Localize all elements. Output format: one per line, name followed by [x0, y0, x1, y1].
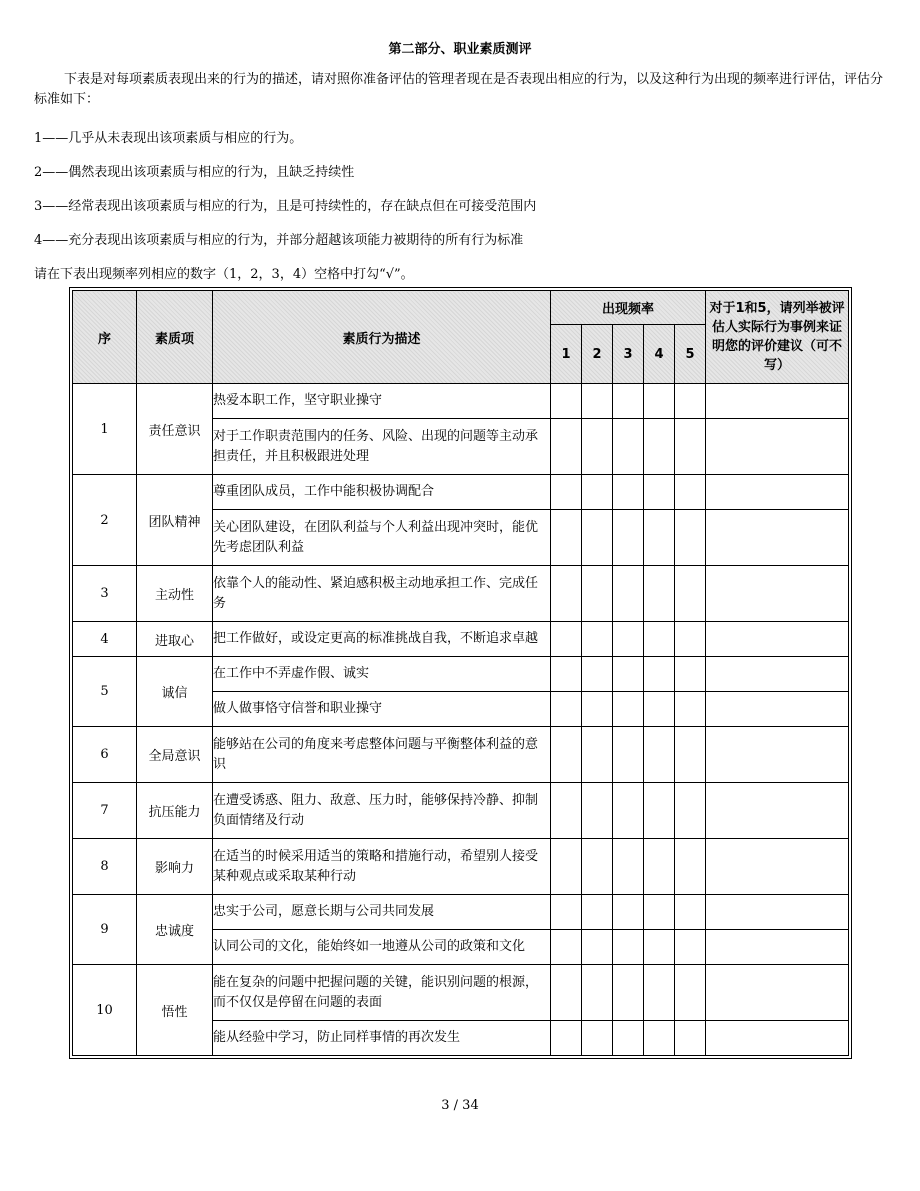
row-quality: 进取心: [137, 622, 213, 657]
frequency-check-cell-5[interactable]: [675, 692, 706, 727]
frequency-check-cell-5[interactable]: [675, 783, 706, 839]
frequency-check-cell-5[interactable]: [675, 384, 706, 419]
scale-item-1: 1——几乎从未表现出该项素质与相应的行为。: [34, 131, 303, 146]
frequency-check-cell-3[interactable]: [613, 657, 644, 692]
frequency-check-cell-2[interactable]: [582, 384, 613, 419]
frequency-check-cell-2[interactable]: [582, 839, 613, 895]
frequency-check-cell-2[interactable]: [582, 419, 613, 475]
frequency-check-cell-2[interactable]: [582, 692, 613, 727]
row-seq: 4: [73, 622, 137, 657]
frequency-check-cell-5[interactable]: [675, 475, 706, 510]
table-row: [73, 839, 849, 895]
behavior-description: 尊重团队成员，工作中能积极协调配合: [213, 475, 551, 510]
behavior-description: 热爱本职工作，坚守职业操守: [213, 384, 551, 419]
frequency-check-cell-3[interactable]: [613, 727, 644, 783]
evidence-note-cell[interactable]: [706, 622, 849, 657]
row-seq: 5: [73, 657, 137, 727]
evidence-note-cell[interactable]: [706, 657, 849, 692]
frequency-check-cell-5[interactable]: [675, 895, 706, 930]
table-row: [73, 657, 849, 692]
header-description: 素质行为描述: [213, 291, 551, 384]
row-quality: 诚信: [137, 657, 213, 727]
evidence-note-cell[interactable]: [706, 692, 849, 727]
row-quality: 悟性: [137, 965, 213, 1056]
behavior-description: 忠实于公司，愿意长期与公司共同发展: [213, 895, 551, 930]
frequency-check-cell-3[interactable]: [613, 384, 644, 419]
frequency-check-cell-2[interactable]: [582, 895, 613, 930]
table-row: [73, 965, 849, 1021]
frequency-check-cell-5[interactable]: [675, 839, 706, 895]
evidence-note-cell[interactable]: [706, 783, 849, 839]
evidence-note-cell[interactable]: [706, 419, 849, 475]
header-seq: 序: [73, 291, 137, 384]
row-quality: 抗压能力: [137, 783, 213, 839]
frequency-check-cell-1[interactable]: [551, 657, 582, 692]
frequency-check-cell-1[interactable]: [551, 419, 582, 475]
frequency-check-cell-2[interactable]: [582, 965, 613, 1021]
frequency-check-cell-3[interactable]: [613, 566, 644, 622]
frequency-check-cell-2[interactable]: [582, 510, 613, 566]
row-seq: 1: [73, 384, 137, 475]
behavior-description: 在遭受诱惑、阻力、敌意、压力时，能够保持冷静、抑制负面情绪及行动: [213, 783, 551, 839]
row-quality: 全局意识: [137, 727, 213, 783]
frequency-check-cell-4[interactable]: [644, 692, 675, 727]
frequency-check-cell-5[interactable]: [675, 510, 706, 566]
behavior-description: 做人做事恪守信誉和职业操守: [213, 692, 551, 727]
table-body: [73, 384, 849, 1056]
row-seq: 9: [73, 895, 137, 965]
frequency-check-cell-1[interactable]: [551, 839, 582, 895]
row-quality: 影响力: [137, 839, 213, 895]
frequency-check-cell-1[interactable]: [551, 965, 582, 1021]
frequency-check-cell-3[interactable]: [613, 622, 644, 657]
frequency-check-cell-2[interactable]: [582, 657, 613, 692]
frequency-check-cell-1[interactable]: [551, 566, 582, 622]
frequency-check-cell-2[interactable]: [582, 783, 613, 839]
frequency-check-cell-1[interactable]: [551, 384, 582, 419]
frequency-check-cell-3[interactable]: [613, 475, 644, 510]
frequency-check-cell-3[interactable]: [613, 510, 644, 566]
table-row: [73, 566, 849, 622]
row-seq: 7: [73, 783, 137, 839]
instruction-text: 请在下表出现频率列相应的数字（1，2，3，4）空格中打勾“√”。: [34, 267, 414, 282]
frequency-check-cell-1[interactable]: [551, 783, 582, 839]
frequency-check-cell-5[interactable]: [675, 965, 706, 1021]
frequency-check-cell-4[interactable]: [644, 419, 675, 475]
scale-item-3: 3——经常表现出该项素质与相应的行为，且是可持续性的，存在缺点但在可接受范围内: [34, 199, 537, 214]
frequency-check-cell-1[interactable]: [551, 727, 582, 783]
row-quality: 主动性: [137, 566, 213, 622]
frequency-check-cell-3[interactable]: [613, 895, 644, 930]
behavior-description: 在工作中不弄虚作假、诚实: [213, 657, 551, 692]
frequency-check-cell-3[interactable]: [613, 692, 644, 727]
frequency-check-cell-5[interactable]: [675, 566, 706, 622]
frequency-check-cell-1[interactable]: [551, 475, 582, 510]
evidence-note-cell[interactable]: [706, 839, 849, 895]
behavior-description: 对于工作职责范围内的任务、风险、出现的问题等主动承担责任，并且积极跟进处理: [213, 419, 551, 475]
header-frequency: 出现频率: [551, 291, 706, 325]
behavior-description: 能从经验中学习，防止同样事情的再次发生: [213, 1021, 551, 1056]
frequency-check-cell-4[interactable]: [644, 622, 675, 657]
frequency-check-cell-2[interactable]: [582, 475, 613, 510]
row-seq: 10: [73, 965, 137, 1056]
frequency-check-cell-1[interactable]: [551, 895, 582, 930]
row-quality: 责任意识: [137, 384, 213, 475]
table-row: [73, 384, 849, 419]
frequency-check-cell-5[interactable]: [675, 1021, 706, 1056]
table-row: [73, 783, 849, 839]
frequency-check-cell-4[interactable]: [644, 1021, 675, 1056]
frequency-check-cell-2[interactable]: [582, 1021, 613, 1056]
frequency-check-cell-1[interactable]: [551, 930, 582, 965]
frequency-check-cell-1[interactable]: [551, 510, 582, 566]
frequency-check-cell-3[interactable]: [613, 419, 644, 475]
evidence-note-cell[interactable]: [706, 1021, 849, 1056]
frequency-check-cell-4[interactable]: [644, 566, 675, 622]
header-freq-5: 5: [675, 325, 706, 384]
frequency-check-cell-4[interactable]: [644, 783, 675, 839]
behavior-description: 依靠个人的能动性、紧迫感积极主动地承担工作、完成任务: [213, 566, 551, 622]
behavior-description: 能在复杂的问题中把握问题的关键，能识别问题的根源，而不仅仅是停留在问题的表面: [213, 965, 551, 1021]
behavior-description: 能够站在公司的角度来考虑整体问题与平衡整体利益的意识: [213, 727, 551, 783]
frequency-check-cell-4[interactable]: [644, 510, 675, 566]
row-seq: 8: [73, 839, 137, 895]
frequency-check-cell-1[interactable]: [551, 692, 582, 727]
scale-item-4: 4——充分表现出该项素质与相应的行为，并部分超越该项能力被期待的所有行为标准: [34, 233, 524, 248]
header-freq-4: 4: [644, 325, 675, 384]
intro-paragraph: 下表是对每项素质表现出来的行为的描述，请对照你准备评估的管理者现在是否表现出相应的行为，以及这种行为出现的频率进行评估，评估分标准如下：: [34, 72, 884, 107]
behavior-description: 把工作做好，或设定更高的标准挑战自我，不断追求卓越: [213, 622, 551, 657]
behavior-description: 认同公司的文化，能始终如一地遵从公司的政策和文化: [213, 930, 551, 965]
assessment-table: [72, 290, 849, 1056]
frequency-check-cell-3[interactable]: [613, 965, 644, 1021]
evidence-note-cell[interactable]: [706, 727, 849, 783]
header-freq-2: 2: [582, 325, 613, 384]
frequency-check-cell-2[interactable]: [582, 622, 613, 657]
frequency-check-cell-4[interactable]: [644, 930, 675, 965]
behavior-description: 关心团队建设，在团队利益与个人利益出现冲突时，能优先考虑团队利益: [213, 510, 551, 566]
frequency-check-cell-5[interactable]: [675, 930, 706, 965]
row-seq: 2: [73, 475, 137, 566]
page-number: 3 / 34: [441, 1098, 479, 1113]
row-quality: 忠诚度: [137, 895, 213, 965]
frequency-check-cell-4[interactable]: [644, 475, 675, 510]
frequency-check-cell-3[interactable]: [613, 930, 644, 965]
evidence-note-cell[interactable]: [706, 965, 849, 1021]
frequency-check-cell-5[interactable]: [675, 727, 706, 783]
evidence-note-cell[interactable]: [706, 510, 849, 566]
evidence-note-cell[interactable]: [706, 895, 849, 930]
table-row: [73, 727, 849, 783]
row-seq: 3: [73, 566, 137, 622]
frequency-check-cell-3[interactable]: [613, 839, 644, 895]
frequency-check-cell-4[interactable]: [644, 965, 675, 1021]
evidence-note-cell[interactable]: [706, 930, 849, 965]
header-quality: 素质项: [137, 291, 213, 384]
frequency-check-cell-2[interactable]: [582, 930, 613, 965]
frequency-check-cell-4[interactable]: [644, 657, 675, 692]
row-quality: 团队精神: [137, 475, 213, 566]
table-row: [73, 622, 849, 657]
page-title: 第二部分、职业素质测评: [388, 42, 532, 57]
header-freq-1: 1: [551, 325, 582, 384]
table-row: [73, 475, 849, 510]
frequency-check-cell-2[interactable]: [582, 566, 613, 622]
frequency-check-cell-4[interactable]: [644, 839, 675, 895]
frequency-check-cell-4[interactable]: [644, 384, 675, 419]
behavior-description: 在适当的时候采用适当的策略和措施行动，希望别人接受某种观点或采取某种行动: [213, 839, 551, 895]
header-note: 对于1和5，请列举被评估人实际行为事例来证明您的评价建议（可不写）: [706, 291, 849, 384]
frequency-check-cell-5[interactable]: [675, 622, 706, 657]
frequency-check-cell-4[interactable]: [644, 895, 675, 930]
frequency-check-cell-2[interactable]: [582, 727, 613, 783]
frequency-check-cell-1[interactable]: [551, 1021, 582, 1056]
scale-item-2: 2——偶然表现出该项素质与相应的行为，且缺乏持续性: [34, 165, 355, 180]
header-freq-3: 3: [613, 325, 644, 384]
frequency-check-cell-5[interactable]: [675, 657, 706, 692]
frequency-check-cell-5[interactable]: [675, 419, 706, 475]
evidence-note-cell[interactable]: [706, 384, 849, 419]
frequency-check-cell-4[interactable]: [644, 727, 675, 783]
evidence-note-cell[interactable]: [706, 475, 849, 510]
table-row: [73, 895, 849, 930]
frequency-check-cell-3[interactable]: [613, 783, 644, 839]
frequency-check-cell-1[interactable]: [551, 622, 582, 657]
frequency-check-cell-3[interactable]: [613, 1021, 644, 1056]
evidence-note-cell[interactable]: [706, 566, 849, 622]
row-seq: 6: [73, 727, 137, 783]
